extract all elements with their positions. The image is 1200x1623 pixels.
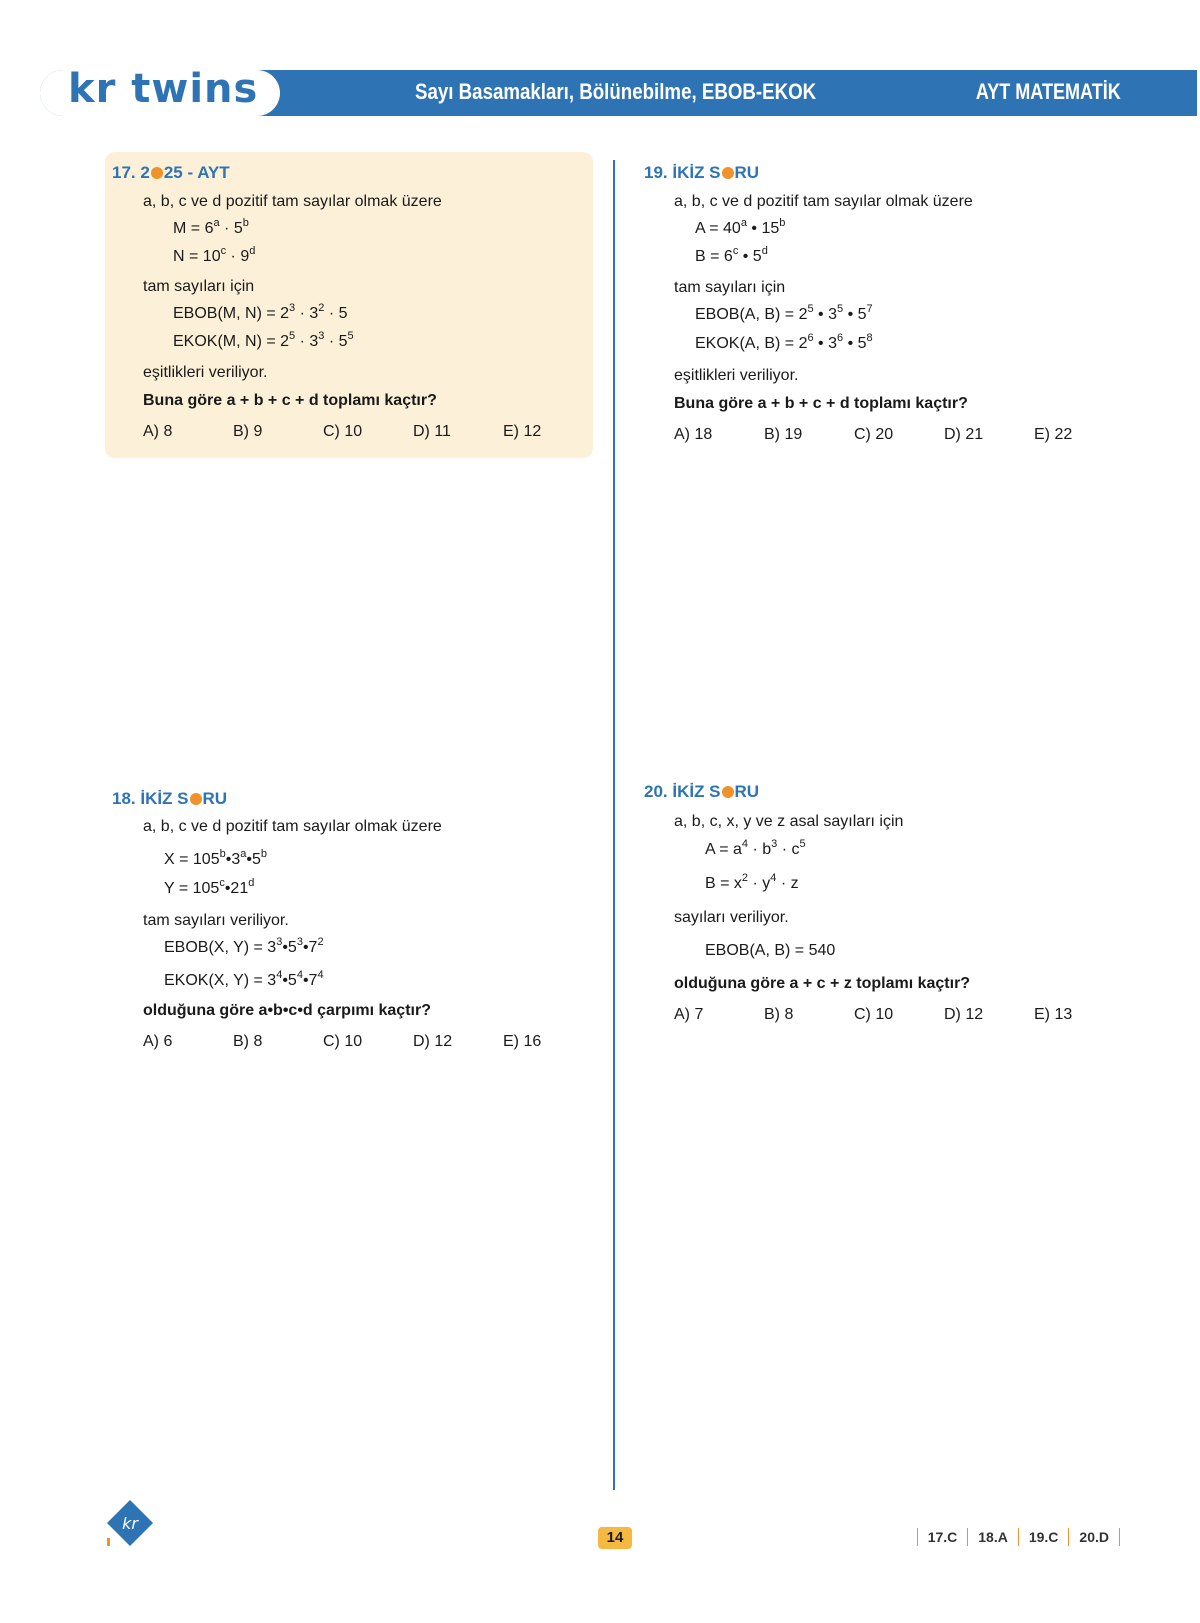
q19-options bbox=[674, 426, 1124, 444]
q19-ebob: EBOB(A, $B) = 2^5$ • $3^5$ • $5^7$ bbox=[695, 303, 873, 323]
option-e[interactable]: E) 12 bbox=[503, 423, 542, 440]
option-d[interactable]: D) 12 bbox=[944, 1006, 984, 1023]
q17-question: Buna göre a + b + c + d toplamı kaçtır? bbox=[143, 392, 437, 409]
q17-m-def: $M = 6^a \cdot 5^b$ bbox=[173, 217, 249, 237]
q19-intro: a, b, c ve d pozitif tam sayılar olmak üzere bbox=[674, 193, 973, 210]
q17-options bbox=[143, 423, 593, 441]
option-b[interactable]: B) 9 bbox=[233, 423, 263, 440]
orange-dot-icon bbox=[722, 786, 734, 798]
question-18-number: 18. İKİZ S RU bbox=[112, 789, 228, 808]
q19-question: Buna göre a + b + c + d toplamı kaçtır? bbox=[674, 395, 968, 412]
option-a[interactable]: A) 18 bbox=[674, 426, 713, 443]
answer-20: 20.D bbox=[1079, 1529, 1109, 1545]
option-c[interactable]: C) 10 bbox=[323, 423, 363, 440]
option-e[interactable]: E) 16 bbox=[503, 1033, 542, 1050]
q17-mid: tam sayıları için bbox=[143, 278, 255, 295]
publisher-logo-icon bbox=[105, 1498, 155, 1548]
q20-ebob: EBOB(A, B) = 540 bbox=[705, 942, 836, 959]
page-number: 14 bbox=[598, 1527, 632, 1549]
question-19-number: 19. İKİZ S RU bbox=[644, 163, 760, 182]
subject-label: AYT MATEMATİK bbox=[976, 79, 1121, 104]
answer-key bbox=[907, 1528, 1130, 1546]
answer-18: 18.A bbox=[978, 1529, 1008, 1545]
q18-ebob: EBOB(X, $Y) = 3^3•5^3•7^2$ bbox=[164, 936, 324, 956]
q18-x-def: $X = 105^b•3^a•5^b$ bbox=[164, 848, 267, 868]
q20-mid: sayıları veriliyor. bbox=[674, 909, 789, 926]
answer-17: 17.C bbox=[927, 1529, 958, 1545]
orange-dot-icon bbox=[151, 167, 163, 179]
q20-intro: a, b, c, x, y ve z asal sayıları için bbox=[674, 813, 904, 830]
q19-mid: tam sayıları için bbox=[674, 279, 786, 296]
q20-b-def: $B = x^2 \cdot y^4 \cdot z$ bbox=[705, 872, 799, 892]
option-b[interactable]: B) 19 bbox=[764, 426, 803, 443]
page-header bbox=[40, 66, 1197, 116]
separator bbox=[1018, 1528, 1019, 1546]
option-e[interactable]: E) 13 bbox=[1034, 1006, 1073, 1023]
q18-mid: tam sayıları veriliyor. bbox=[143, 912, 289, 929]
option-a[interactable]: A) 8 bbox=[143, 423, 173, 440]
q19-ekok: EKOK(A, $B) = 2^6$ • $3^6$ • $5^8$ bbox=[695, 332, 873, 352]
svg-text:kr: kr bbox=[122, 1514, 138, 1533]
q18-intro: a, b, c ve d pozitif tam sayılar olmak üzere bbox=[143, 818, 442, 835]
option-d[interactable]: D) 21 bbox=[944, 426, 984, 443]
q20-options bbox=[674, 1006, 1124, 1024]
q19-given: eşitlikleri veriliyor. bbox=[674, 367, 799, 384]
orange-dot-icon bbox=[190, 793, 202, 805]
orange-dot-icon bbox=[722, 167, 734, 179]
q17-intro: a, b, c ve d pozitif tam sayılar olmak üzere bbox=[143, 193, 442, 210]
q17-ebob: EBOB(M, $N) = 2^3 \cdot 3^2 \cdot 5$ bbox=[173, 302, 348, 322]
column-divider bbox=[613, 160, 615, 1490]
option-c[interactable]: C) 20 bbox=[854, 426, 894, 443]
option-b[interactable]: B) 8 bbox=[233, 1033, 263, 1050]
q17-n-def: $N = 10^c \cdot 9^d$ bbox=[173, 245, 256, 265]
option-d[interactable]: D) 12 bbox=[413, 1033, 453, 1050]
brand-logo bbox=[40, 66, 280, 116]
logo-text: kr twins bbox=[68, 66, 259, 112]
q20-a-def: $A = a^4 \cdot b^3 \cdot c^5$ bbox=[705, 838, 806, 858]
q19-a-def: $A = 40^a$ • 15$^b$ bbox=[695, 217, 786, 237]
chapter-title: Sayı Basamakları, Bölünebilme, EBOB-EKOK bbox=[415, 79, 817, 104]
question-20-number: 20. İKİZ S RU bbox=[644, 782, 760, 801]
separator bbox=[917, 1528, 918, 1546]
option-c[interactable]: C) 10 bbox=[323, 1033, 363, 1050]
q17-given: eşitlikleri veriliyor. bbox=[143, 364, 268, 381]
q18-options bbox=[143, 1033, 593, 1051]
separator bbox=[1119, 1528, 1120, 1546]
q17-ekok: EKOK(M, $N) = 2^5 \cdot 3^3 \cdot 5^5$ bbox=[173, 330, 354, 350]
separator bbox=[967, 1528, 968, 1546]
q18-question: olduğuna göre a•b•c•d çarpımı kaçtır? bbox=[143, 1002, 431, 1019]
q18-ekok: EKOK(X, $Y) = 3^4•5^4•7^4$ bbox=[164, 969, 324, 989]
q19-b-def: $B = 6^c$ • 5$^d$ bbox=[695, 245, 768, 265]
q20-question: olduğuna göre a + c + z toplamı kaçtır? bbox=[674, 975, 971, 992]
option-b[interactable]: B) 8 bbox=[764, 1006, 794, 1023]
question-17-number: 17. 2 25 - AYT bbox=[112, 163, 230, 182]
option-d[interactable]: D) 11 bbox=[413, 423, 451, 440]
separator bbox=[1068, 1528, 1069, 1546]
option-a[interactable]: A) 6 bbox=[143, 1033, 173, 1050]
option-e[interactable]: E) 22 bbox=[1034, 426, 1073, 443]
option-a[interactable]: A) 7 bbox=[674, 1006, 704, 1023]
answer-19: 19.C bbox=[1028, 1529, 1059, 1545]
option-c[interactable]: C) 10 bbox=[854, 1006, 894, 1023]
q18-y-def: $Y = 105^c•21^d$ bbox=[164, 877, 255, 897]
